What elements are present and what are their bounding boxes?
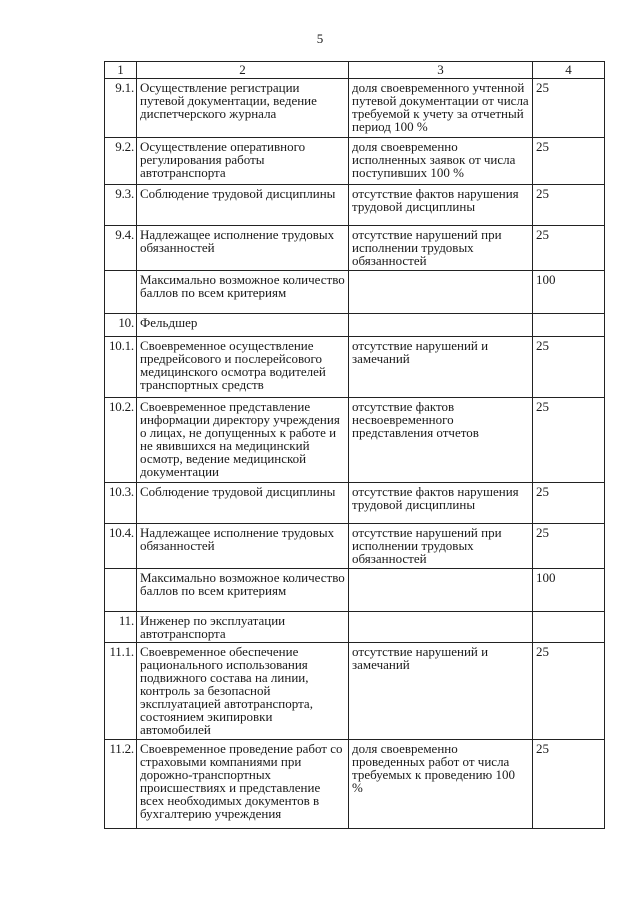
- row-number: 10.2.: [105, 398, 137, 483]
- page-number: 5: [316, 31, 324, 46]
- table-row: [105, 398, 605, 483]
- score-cell: 100: [533, 271, 605, 314]
- score-cell: 25: [533, 483, 605, 524]
- indicator-cell: [349, 612, 533, 643]
- criterion-cell: Надлежащее исполнение трудовых обязанностей: [137, 226, 349, 271]
- row-number: 10.1.: [105, 337, 137, 398]
- indicator-cell: доля своевременно исполненных заявок от числа поступивших 100 %: [349, 138, 533, 185]
- score-cell: 25: [533, 138, 605, 185]
- table-row: [105, 79, 605, 138]
- criterion-cell: Своевременное проведение работ со страховыми компаниями при дорожно-транспортных происшествиях и представление всех необходимых документов в бухгалтерию учреждения: [137, 740, 349, 829]
- row-number: 11.1.: [105, 643, 137, 740]
- indicator-cell: отсутствие нарушений и замечаний: [349, 337, 533, 398]
- table-row: [105, 185, 605, 226]
- indicator-cell: [349, 314, 533, 337]
- score-cell: [533, 612, 605, 643]
- criterion-cell: Максимально возможное количество баллов по всем критериям: [137, 569, 349, 612]
- score-cell: 25: [533, 398, 605, 483]
- score-cell: 25: [533, 226, 605, 271]
- indicator-cell: доля своевременно проведенных работ от числа требуемых к проведению 100 %: [349, 740, 533, 829]
- score-cell: [533, 314, 605, 337]
- criteria-table: [104, 61, 605, 829]
- indicator-cell: отсутствие нарушений при исполнении трудовых обязанностей: [349, 226, 533, 271]
- criterion-cell: Своевременное обеспечение рационального использования подвижного состава на линии, контроль за безопасной эксплуатацией автотранспорта, состоянием экипировки автомобилей: [137, 643, 349, 740]
- table-header-row: [105, 62, 605, 79]
- criterion-cell: Инженер по эксплуатации автотранспорта: [137, 612, 349, 643]
- row-number: 10.3.: [105, 483, 137, 524]
- indicator-cell: отсутствие фактов несвоевременного представления отчетов: [349, 398, 533, 483]
- row-number: 9.3.: [105, 185, 137, 226]
- table-row: [105, 138, 605, 185]
- criterion-cell: Надлежащее исполнение трудовых обязанностей: [137, 524, 349, 569]
- indicator-cell: [349, 569, 533, 612]
- indicator-cell: отсутствие фактов нарушения трудовой дисциплины: [349, 483, 533, 524]
- table-row: [105, 271, 605, 314]
- criterion-cell: Осуществление регистрации путевой документации, ведение диспетчерского журнала: [137, 79, 349, 138]
- header-cell: 4: [533, 62, 605, 79]
- criterion-cell: Фельдшер: [137, 314, 349, 337]
- score-cell: 25: [533, 643, 605, 740]
- row-number: 10.: [105, 314, 137, 337]
- row-number: 9.1.: [105, 79, 137, 138]
- score-cell: 25: [533, 337, 605, 398]
- table-row: [105, 226, 605, 271]
- indicator-cell: доля своевременного учтенной путевой документации от числа требуемой к учету за отчетный период 100 %: [349, 79, 533, 138]
- indicator-cell: отсутствие фактов нарушения трудовой дисциплины: [349, 185, 533, 226]
- header-cell: 3: [349, 62, 533, 79]
- row-number: 10.4.: [105, 524, 137, 569]
- header-cell: 1: [105, 62, 137, 79]
- criterion-cell: Соблюдение трудовой дисциплины: [137, 185, 349, 226]
- criterion-cell: Максимально возможное количество баллов по всем критериям: [137, 271, 349, 314]
- table-row: [105, 483, 605, 524]
- table-row: [105, 569, 605, 612]
- table-row: [105, 643, 605, 740]
- table-row: [105, 740, 605, 829]
- row-number: 11.2.: [105, 740, 137, 829]
- table-row: [105, 314, 605, 337]
- indicator-cell: отсутствие нарушений при исполнении трудовых обязанностей: [349, 524, 533, 569]
- table-row: [105, 524, 605, 569]
- score-cell: 100: [533, 569, 605, 612]
- table-row: [105, 337, 605, 398]
- indicator-cell: отсутствие нарушений и замечаний: [349, 643, 533, 740]
- header-cell: 2: [137, 62, 349, 79]
- row-number: 9.4.: [105, 226, 137, 271]
- score-cell: 25: [533, 79, 605, 138]
- score-cell: 25: [533, 524, 605, 569]
- row-number: [105, 271, 137, 314]
- score-cell: 25: [533, 740, 605, 829]
- criterion-cell: Осуществление оперативного регулирования работы автотранспорта: [137, 138, 349, 185]
- row-number: 11.: [105, 612, 137, 643]
- row-number: 9.2.: [105, 138, 137, 185]
- indicator-cell: [349, 271, 533, 314]
- table-row: [105, 612, 605, 643]
- criterion-cell: Соблюдение трудовой дисциплины: [137, 483, 349, 524]
- score-cell: 25: [533, 185, 605, 226]
- criterion-cell: Своевременное представление информации директору учреждения о лицах, не допущенных к работе и не явившихся на медицинский осмотр, ведение медицинской документации: [137, 398, 349, 483]
- row-number: [105, 569, 137, 612]
- criterion-cell: Своевременное осуществление предрейсового и послерейсового медицинского осмотра водителей транспортных средств: [137, 337, 349, 398]
